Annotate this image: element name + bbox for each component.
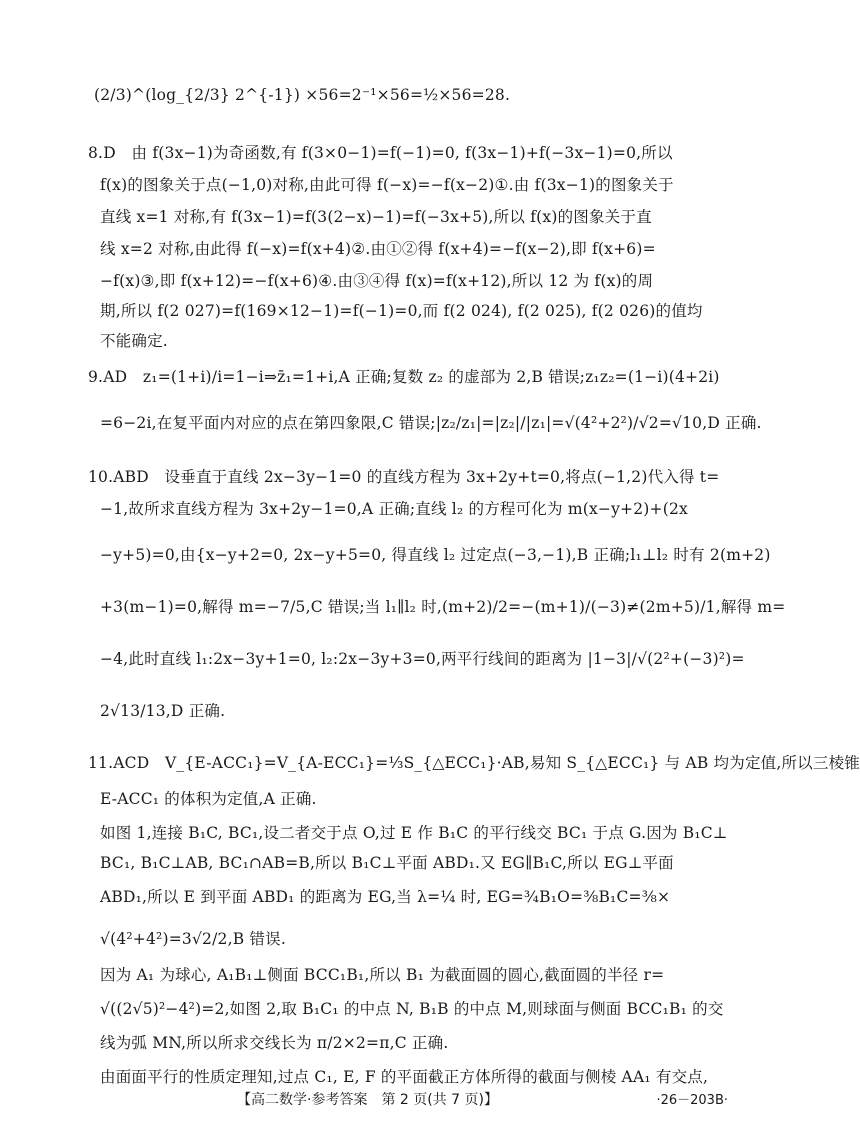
question-8-line-3: 直线 x=1 对称,有 f(3x−1)=f(3(2−x)−1)=f(−3x+5),所以 f(x)的图象关于直	[100, 208, 652, 226]
question-11-line-7: 因为 A₁ 为球心, A₁B₁⊥侧面 BCC₁B₁,所以 B₁ 为截面圆的圆心,截面圆的半径 r=	[100, 966, 665, 984]
question-11-line-9: 线为弧 MN,所以所求交线长为 π/2×2=π,C 正确.	[100, 1034, 449, 1052]
question-10-line-1: 10.ABD 设垂直于直线 2x−3y−1=0 的直线方程为 3x+2y+t=0,将点(−1,2)代入得 t=	[88, 468, 720, 486]
question-10-line-6: 2√13/13,D 正确.	[100, 702, 226, 720]
page-footer-code: ·26－203B·	[656, 1093, 728, 1108]
question-8-line-6: 期,所以 f(2 027)=f(169×12−1)=f(−1)=0,而 f(2 024), f(2 025), f(2 026)的值均	[100, 302, 703, 320]
question-8-line-1: 8.D 由 f(3x−1)为奇函数,有 f(3×0−1)=f(−1)=0, f(3x−1)+f(−3x−1)=0,所以	[88, 144, 673, 162]
question-8-line-5: −f(x)③,即 f(x+12)=−f(x+6)④.由③④得 f(x)=f(x+12),所以 12 为 f(x)的周	[100, 272, 654, 290]
question-8-line-2: f(x)的图象关于点(−1,0)对称,由此可得 f(−x)=−f(x−2)①.由 f(3x−1)的图象关于	[100, 176, 674, 194]
question-11-line-8: √((2√5)²−4²)=2,如图 2,取 B₁C₁ 的中点 N, B₁B 的中点 M,则球面与侧面 BCC₁B₁ 的交	[100, 1000, 724, 1018]
question-10-line-5: −4,此时直线 l₁:2x−3y+1=0, l₂:2x−3y+3=0,两平行线间的距离为 |1−3|/√(2²+(−3)²)=	[100, 650, 745, 668]
question-11-line-10: 由面面平行的性质定理知,过点 C₁, E, F 的平面截正方体所得的截面与侧棱 AA₁ 有交点,	[100, 1068, 709, 1086]
question-11-line-5: ABD₁,所以 E 到平面 ABD₁ 的距离为 EG,当 λ=¼ 时, EG=¾B₁O=⅜B₁C=⅜×	[100, 888, 671, 906]
question-8-line-4: 线 x=2 对称,由此得 f(−x)=f(x+4)②.由①②得 f(x+4)=−f(x−2),即 f(x+6)=	[100, 240, 656, 258]
question-11-line-3: 如图 1,连接 B₁C, BC₁,设二者交于点 O,过 E 作 B₁C 的平行线交 BC₁ 于点 G.因为 B₁C⊥	[100, 824, 728, 842]
question-10-line-4: +3(m−1)=0,解得 m=−7/5,C 错误;当 l₁∥l₂ 时,(m+2)/2=−(m+1)/(−3)≠(2m+5)/1,解得 m=	[100, 598, 786, 616]
text-line-1: (2/3)^(log_{2/3} 2^{-1}) ×56=2⁻¹×56=½×56=28.	[94, 86, 511, 104]
question-11-line-4: BC₁, B₁C⊥AB, BC₁∩AB=B,所以 B₁C⊥平面 ABD₁.又 EG∥B₁C,所以 EG⊥平面	[100, 854, 674, 872]
question-10-line-2: −1,故所求直线方程为 3x+2y−1=0,A 正确;直线 l₂ 的方程可化为 m(x−y+2)+(2x	[100, 500, 688, 518]
question-11-line-1: 11.ACD V_{E-ACC₁}=V_{A-ECC₁}=⅓S_{△ECC₁}·AB,易知 S_{△ECC₁} 与 AB 均为定值,所以三棱锥	[88, 754, 860, 772]
page-footer-title: 【高二数学·参考答案 第 2 页(共 7 页)】	[237, 1092, 498, 1108]
question-8-line-7: 不能确定.	[100, 332, 168, 350]
question-9-line-2: =6−2i,在复平面内对应的点在第四象限,C 错误;|z₂/z₁|=|z₂|/|z₁|=√(4²+2²)/√2=√10,D 正确.	[100, 414, 762, 432]
question-9-line-1: 9.AD z₁=(1+i)/i=1−i⇒z̄₁=1+i,A 正确;复数 z₂ 的虚部为 2,B 错误;z₁z₂=(1−i)(4+2i)	[88, 368, 720, 386]
question-11-line-6: √(4²+4²)=3√2/2,B 错误.	[100, 930, 286, 948]
question-10-line-3: −y+5)=0,由{x−y+2=0, 2x−y+5=0, 得直线 l₂ 过定点(−3,−1),B 正确;l₁⊥l₂ 时有 2(m+2)	[100, 546, 771, 564]
question-11-line-2: E-ACC₁ 的体积为定值,A 正确.	[100, 790, 317, 808]
